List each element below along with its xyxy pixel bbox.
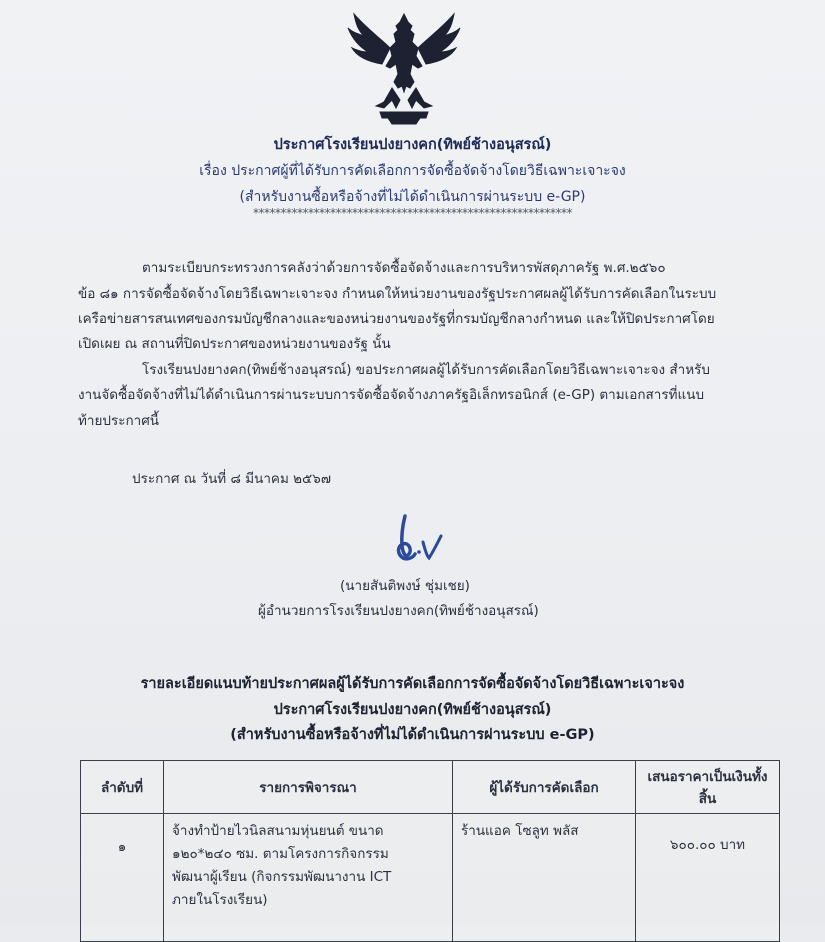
announcement-date: ประกาศ ณ วันที่ ๘ มีนาคม ๒๕๖๗ <box>132 471 331 487</box>
row-price <box>636 814 780 942</box>
row-order <box>81 814 164 942</box>
paragraph-line: เปิดเผย ณ สถานที่ปิดประกาศของหน่วยงานของรัฐ นั้น <box>78 336 391 352</box>
paragraph-line: งานจัดซื้อจัดจ้างที่ไม่ได้ดำเนินการผ่านระบบการจัดซื้อจัดจ้างภาครัฐอิเล็กทรอนิกส์ (e-GP) ตามเอกสารที่แนบ <box>78 387 705 403</box>
announcement-title: ประกาศโรงเรียนปงยางคก(ทิพย์ช้างอนุสรณ์) <box>273 137 552 153</box>
paragraph-line: ตามระเบียบกระทรวงการคลังว่าด้วยการจัดซื้อจัดจ้างและการบริหารพัสดุภาครัฐ พ.ศ.๒๕๖๐ <box>142 260 666 276</box>
header-order: ลำดับที่ <box>81 761 164 814</box>
garuda-emblem-icon <box>340 8 468 126</box>
paragraph-line: โรงเรียนปงยางคก(ทิพย์ช้างอนุสรณ์) ขอประกาศผลผู้ได้รับการคัดเลือกโดยวิธีเฉพาะเจาะจง สำหรับ <box>142 362 710 378</box>
signature-icon <box>383 508 443 572</box>
row-item <box>164 814 453 942</box>
table-header-row <box>81 761 780 814</box>
announcement-subject: เรื่อง ประกาศผู้ที่ได้รับการคัดเลือกการจัดซื้อจัดจ้างโดยวิธีเฉพาะเจาะจง <box>199 163 626 179</box>
price-value: ๖๐๐.๐๐ บาท <box>669 837 746 853</box>
item-line: ภายในโรงเรียน) <box>172 892 268 908</box>
result-table <box>80 760 780 942</box>
item-line: จ้างทำป้ายไวนิลสนามหุ่นยนต์ ขนาด <box>172 823 384 839</box>
signer-name: (นายสันติพงษ์ ชุ่มเชย) <box>340 578 470 594</box>
paragraph-line: ท้ายประกาศนี้ <box>78 413 160 429</box>
header-item: รายการพิจารณา <box>164 761 453 814</box>
table-row <box>81 814 780 942</box>
announcement-note: (สำหรับงานซื้อหรือจ้างที่ไม่ได้ดำเนินการผ่านระบบ e-GP) <box>239 189 586 205</box>
attachment-subtitle: ประกาศโรงเรียนปงยางคก(ทิพย์ช้างอนุสรณ์) <box>273 702 552 718</box>
header-price: เสนอราคาเป็นเงินทั้งสิ้น <box>636 761 780 814</box>
header-winner: ผู้ได้รับการคัดเลือก <box>453 761 636 814</box>
signer-position: ผู้อำนวยการโรงเรียนปงยางคก(ทิพย์ช้างอนุสรณ์) <box>258 603 539 619</box>
attachment-title: รายละเอียดแนบท้ายประกาศผลผู้ได้รับการคัดเลือกการจัดซื้อจัดจ้างโดยวิธีเฉพาะเจาะจง <box>140 676 685 692</box>
row-winner: ร้านแอค โซลูท พลัส <box>453 814 636 942</box>
attachment-note: (สำหรับงานซื้อหรือจ้างที่ไม่ได้ดำเนินการผ่านระบบ e-GP) <box>230 727 595 743</box>
item-line: พัฒนาผู้เรียน (กิจกรรมพัฒนางาน ICT <box>172 869 392 885</box>
paragraph-line: เครือข่ายสารสนเทศของกรมบัญชีกลางและของหน่วยงานของรัฐที่กรมบัญชีกลางกำหนด และให้ปิดประกาศโดย <box>78 311 715 327</box>
star-divider: ********************************************************** <box>253 206 572 220</box>
order-number: ๑ <box>117 839 127 855</box>
paragraph-line: ข้อ ๘๑ การจัดซื้อจัดจ้างโดยวิธีเฉพาะเจาะจง กำหนดให้หน่วยงานของรัฐประกาศผลผู้ได้รับการคัดเลือกในระบบ <box>78 286 717 302</box>
item-line: ๑๒๐*๒๔๐ ซม. ตามโครงการกิจกรรม <box>172 846 389 862</box>
